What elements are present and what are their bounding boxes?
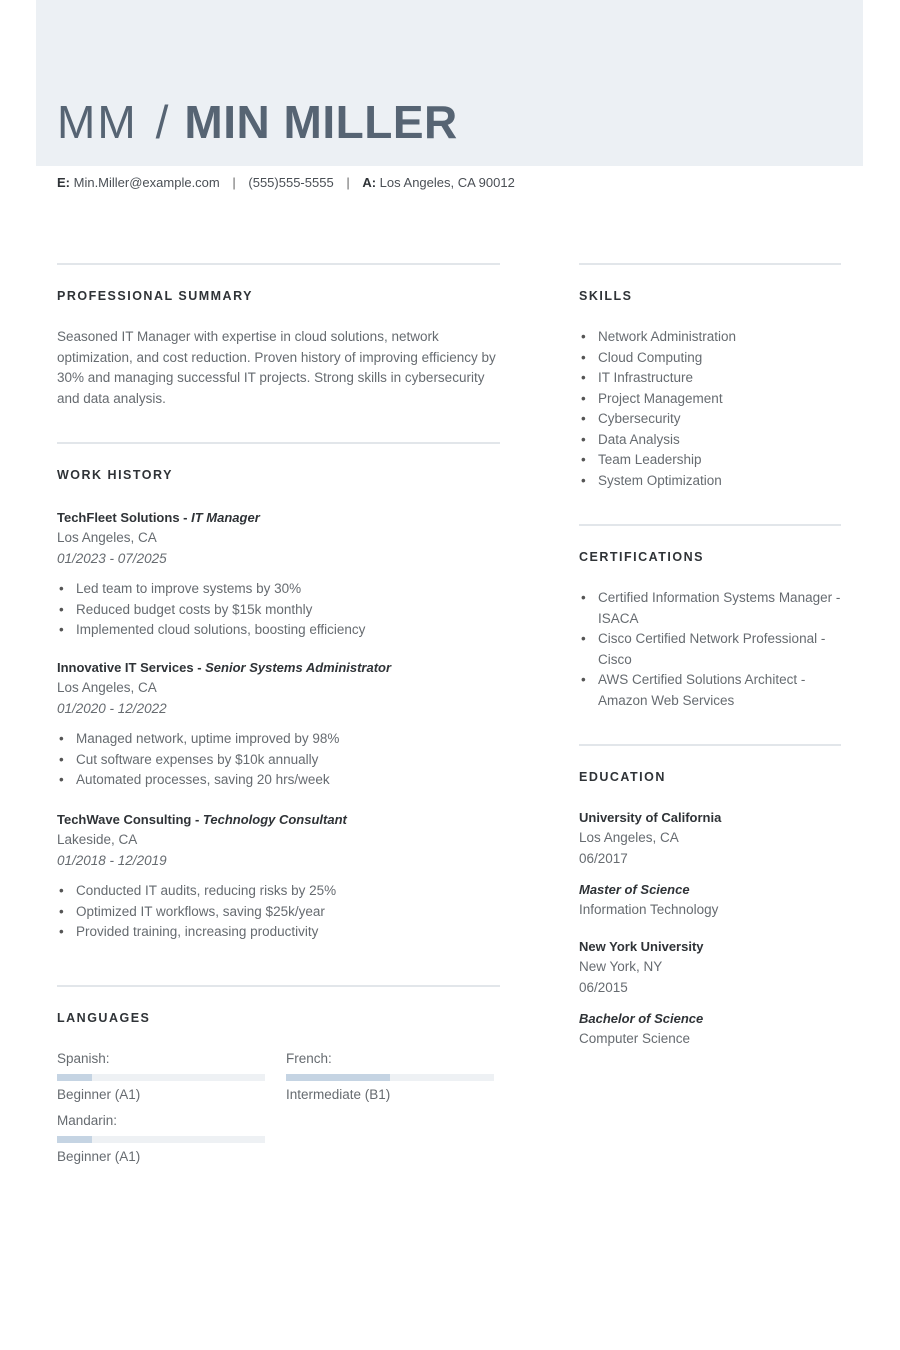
skill-item: • Cybersecurity bbox=[579, 409, 844, 430]
certification-item: • Certified Information Systems Manager - ISACA bbox=[579, 588, 841, 629]
education-field: Information Technology bbox=[579, 902, 719, 917]
job-dates: 01/2020 - 12/2022 bbox=[57, 700, 167, 716]
job-heading bbox=[57, 658, 497, 678]
language-bar bbox=[57, 1074, 265, 1081]
job-company: TechWave Consulting bbox=[57, 812, 192, 827]
education-location: Los Angeles, CA bbox=[579, 830, 679, 845]
education-field: Computer Science bbox=[579, 1031, 691, 1046]
job-entry bbox=[57, 810, 497, 943]
education-entry bbox=[579, 937, 849, 1050]
skill-item: • IT Infrastructure bbox=[579, 368, 844, 389]
contact-line bbox=[57, 175, 515, 190]
email[interactable]: Min.Miller@example.com bbox=[73, 175, 220, 190]
skill-item: • Project Management bbox=[579, 389, 844, 410]
education-title: EDUCATION bbox=[579, 770, 666, 784]
skills-list bbox=[579, 327, 844, 491]
job-bullet: • Managed network, uptime improved by 98% bbox=[57, 729, 497, 750]
certifications-list bbox=[579, 588, 841, 711]
skill-item: • Data Analysis bbox=[579, 430, 844, 451]
skill-item: • Team Leadership bbox=[579, 450, 844, 471]
section-divider bbox=[57, 985, 500, 987]
work-history-title: WORK HISTORY bbox=[57, 468, 173, 482]
language-name: French: bbox=[286, 1051, 332, 1066]
education-entry bbox=[579, 808, 849, 921]
job-dates: 01/2023 - 07/2025 bbox=[57, 550, 167, 566]
job-dash: - bbox=[193, 660, 206, 675]
section-divider bbox=[57, 263, 500, 265]
education-degree: Master of Science bbox=[579, 882, 690, 897]
job-location: Los Angeles, CA bbox=[57, 530, 157, 545]
language-item bbox=[286, 1049, 494, 1105]
certifications-title: CERTIFICATIONS bbox=[579, 550, 704, 564]
summary-text: Seasoned IT Manager with expertise in cloud solutions, network optimization, and cost reduction. Proven history of improving efficiency by 30% and managing successful IT projects. Strong skills in cybersecurity and data analysis. bbox=[57, 329, 496, 406]
job-bullet: • Provided training, increasing productivity bbox=[57, 922, 497, 943]
education-date: 06/2017 bbox=[579, 850, 628, 866]
education-school: New York University bbox=[579, 939, 704, 954]
language-item bbox=[57, 1049, 265, 1105]
job-location: Lakeside, CA bbox=[57, 832, 138, 847]
job-bullets bbox=[57, 881, 497, 943]
job-location: Los Angeles, CA bbox=[57, 680, 157, 695]
skills-title: SKILLS bbox=[579, 289, 633, 303]
language-bar-fill bbox=[286, 1074, 390, 1081]
language-name: Mandarin: bbox=[57, 1113, 118, 1128]
language-bar-fill bbox=[57, 1074, 92, 1081]
language-item bbox=[57, 1111, 265, 1167]
certification-item: • Cisco Certified Network Professional - Cisco bbox=[579, 629, 841, 670]
language-bar-fill bbox=[57, 1136, 92, 1143]
job-dash: - bbox=[191, 812, 203, 827]
job-role: IT Manager bbox=[191, 510, 260, 525]
job-heading bbox=[57, 508, 497, 528]
contact-separator: | bbox=[346, 175, 350, 190]
job-bullets bbox=[57, 729, 497, 791]
job-bullet: • Led team to improve systems by 30% bbox=[57, 579, 497, 600]
contact-separator: | bbox=[232, 175, 236, 190]
job-role: Senior Systems Administrator bbox=[205, 660, 392, 675]
job-heading bbox=[57, 810, 497, 830]
summary-title: PROFESSIONAL SUMMARY bbox=[57, 289, 253, 303]
skill-item: • Network Administration bbox=[579, 327, 844, 348]
languages-title: LANGUAGES bbox=[57, 1011, 151, 1025]
language-level: Beginner (A1) bbox=[57, 1087, 141, 1102]
job-bullet: • Implemented cloud solutions, boosting efficiency bbox=[57, 620, 497, 641]
education-location: New York, NY bbox=[579, 959, 663, 974]
section-divider bbox=[579, 744, 841, 746]
job-bullet: • Reduced budget costs by $15k monthly bbox=[57, 600, 497, 621]
language-bar bbox=[286, 1074, 494, 1081]
education-school: University of California bbox=[579, 810, 722, 825]
section-divider bbox=[57, 442, 500, 444]
job-dash: - bbox=[179, 510, 192, 525]
initials: MM bbox=[57, 96, 138, 148]
job-bullet: • Cut software expenses by $10k annually bbox=[57, 750, 497, 771]
section-divider bbox=[579, 263, 841, 265]
job-bullets bbox=[57, 579, 497, 641]
name-slash: / bbox=[155, 96, 169, 148]
job-bullet: • Optimized IT workflows, saving $25k/year bbox=[57, 902, 497, 923]
education-degree: Bachelor of Science bbox=[579, 1011, 704, 1026]
job-bullet: • Conducted IT audits, reducing risks by 25% bbox=[57, 881, 497, 902]
language-name: Spanish: bbox=[57, 1051, 110, 1066]
phone[interactable]: (555)555-5555 bbox=[248, 175, 334, 190]
language-level: Intermediate (B1) bbox=[286, 1087, 391, 1102]
address: Los Angeles, CA 90012 bbox=[379, 175, 515, 190]
language-bar bbox=[57, 1136, 265, 1143]
job-company: Innovative IT Services bbox=[57, 660, 194, 675]
skill-item: • Cloud Computing bbox=[579, 348, 844, 369]
job-bullet: • Automated processes, saving 20 hrs/week bbox=[57, 770, 497, 791]
name-heading bbox=[57, 92, 458, 152]
job-dates: 01/2018 - 12/2019 bbox=[57, 852, 167, 868]
skill-item: • System Optimization bbox=[579, 471, 844, 492]
job-company: TechFleet Solutions bbox=[57, 510, 180, 525]
language-level: Beginner (A1) bbox=[57, 1149, 141, 1164]
education-date: 06/2015 bbox=[579, 979, 628, 995]
job-entry bbox=[57, 508, 497, 641]
full-name: MIN MILLER bbox=[184, 96, 458, 148]
job-entry bbox=[57, 658, 497, 791]
section-divider bbox=[579, 524, 841, 526]
certification-item: • AWS Certified Solutions Architect - Amazon Web Services bbox=[579, 670, 841, 711]
job-role: Technology Consultant bbox=[202, 812, 347, 827]
address-label: A: bbox=[362, 175, 377, 190]
email-label: E: bbox=[57, 175, 70, 190]
